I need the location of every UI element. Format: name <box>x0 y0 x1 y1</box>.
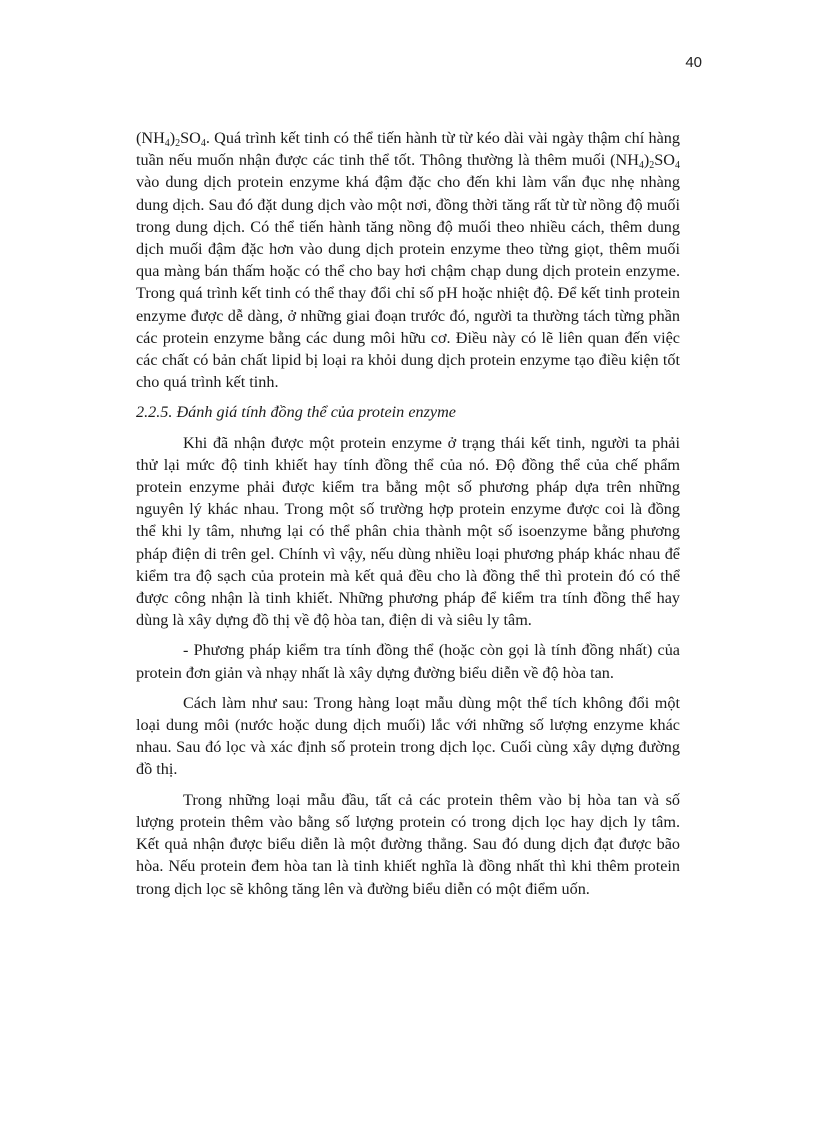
body-paragraph: Khi đã nhận được một protein enzyme ở trạng thái kết tinh, người ta phải thử lại mức độ tinh khiết hay tính đồng thể của nó. Độ đồng thể của chế phẩm protein enzyme phải được kiểm tra bằng một số phương pháp dựa trên những nguyên lý khác nhau. Trong một số trường hợp protein enzyme được coi là đồng thể khi ly tâm, nhưng lại có thể phân chia thành một số isoenzyme bằng phương pháp điện di trên gel. Chính vì vậy, nếu dùng nhiều loại phương pháp khác nhau để kiểm tra độ sạch của protein mà kết quả đều cho là đồng thể thì protein đó có thể được công nhận là tinh khiết. Những phương pháp để kiểm tra tính đồng thể hay dùng là xây dựng đồ thị về độ hòa tan, điện di và siêu ly tâm. <box>136 433 680 630</box>
page-number: 40 <box>685 54 702 71</box>
formula-text: (NH <box>136 129 165 147</box>
body-paragraph: Cách làm như sau: Trong hàng loạt mẫu dùng một thể tích không đổi một loại dung môi (nước hoặc dung dịch muối) lắc với những số lượng enzyme khác nhau. Sau đó lọc và xác định số protein trong dịch lọc. Cuối cùng xây dựng đường đồ thị. <box>136 693 680 779</box>
formula-subscript: 4 <box>164 138 170 149</box>
continuation-paragraph <box>136 127 680 393</box>
body-paragraph: Trong những loại mẫu đầu, tất cả các protein thêm vào bị hòa tan và số lượng protein thêm vào bằng số lượng protein có trong dịch lọc hay dịch ly tâm. Kết quả nhận được biểu diễn là một đường thẳng. Sau đó dung dịch đạt được bão hòa. Nếu protein đem hòa tan là tinh khiết nghĩa là đồng nhất thì khi thêm protein trong dịch lọc sẽ không tăng lên và đường biểu diễn có một điểm uốn. <box>136 790 680 898</box>
formula-subscript: 2 <box>175 138 181 149</box>
body-paragraph: - Phương pháp kiểm tra tính đồng thể (hoặc còn gọi là tính đồng nhất) của protein đơn giản và nhạy nhất là xây dựng đường biểu diễn về độ hòa tan. <box>136 641 680 682</box>
formula-text: ) <box>169 129 176 147</box>
section-heading: 2.2.5. Đánh giá tính đồng thể của protein enzyme <box>136 403 456 422</box>
paragraph-text: vào dung dịch protein enzyme khá đậm đặc cho đến khi làm vẩn đục nhẹ nhàng dung dịch. Sau đó đặt dung dịch vào một nơi, đồng thời tăng rất từ từ nồng độ muối trong dung dịch. Có thể tiến hành tăng nồng độ muối theo nhiều cách, thêm dung dịch muối đậm đặc hơn vào dung dịch protein enzyme theo từng giọt, thêm muối qua màng bán thấm hoặc có thể cho bay hơi chậm chạp dung dịch protein enzyme. Trong quá trình kết tinh có thể thay đổi chỉ số pH hoặc nhiệt độ. Để kết tinh protein enzyme được dễ dàng, ở những giai đoạn trước đó, người ta thường tách từng phần các protein enzyme bằng các dung môi hữu cơ. Điều này có lẽ liên quan đến việc các chất có bản chất lipid bị loại ra khỏi dung dịch protein enzyme tạo điều kiện tốt cho quá trình kết tinh. <box>136 173 680 392</box>
paragraph-text: . Quá trình kết tinh có thể tiến hành từ từ kéo dài vài ngày thậm chí hàng tuần nếu muốn nhận được các tinh thể tốt. Thông thường là thêm muối (NH <box>136 129 680 170</box>
formula-subscript: 4 <box>200 138 206 149</box>
formula-subscript: 2 <box>649 160 655 172</box>
formula-text: SO <box>180 129 201 147</box>
formula-text: SO <box>654 151 675 170</box>
formula-subscript: 4 <box>638 160 644 172</box>
page-body <box>136 127 680 908</box>
formula-text: ) <box>643 151 650 170</box>
formula-subscript: 4 <box>675 160 680 172</box>
